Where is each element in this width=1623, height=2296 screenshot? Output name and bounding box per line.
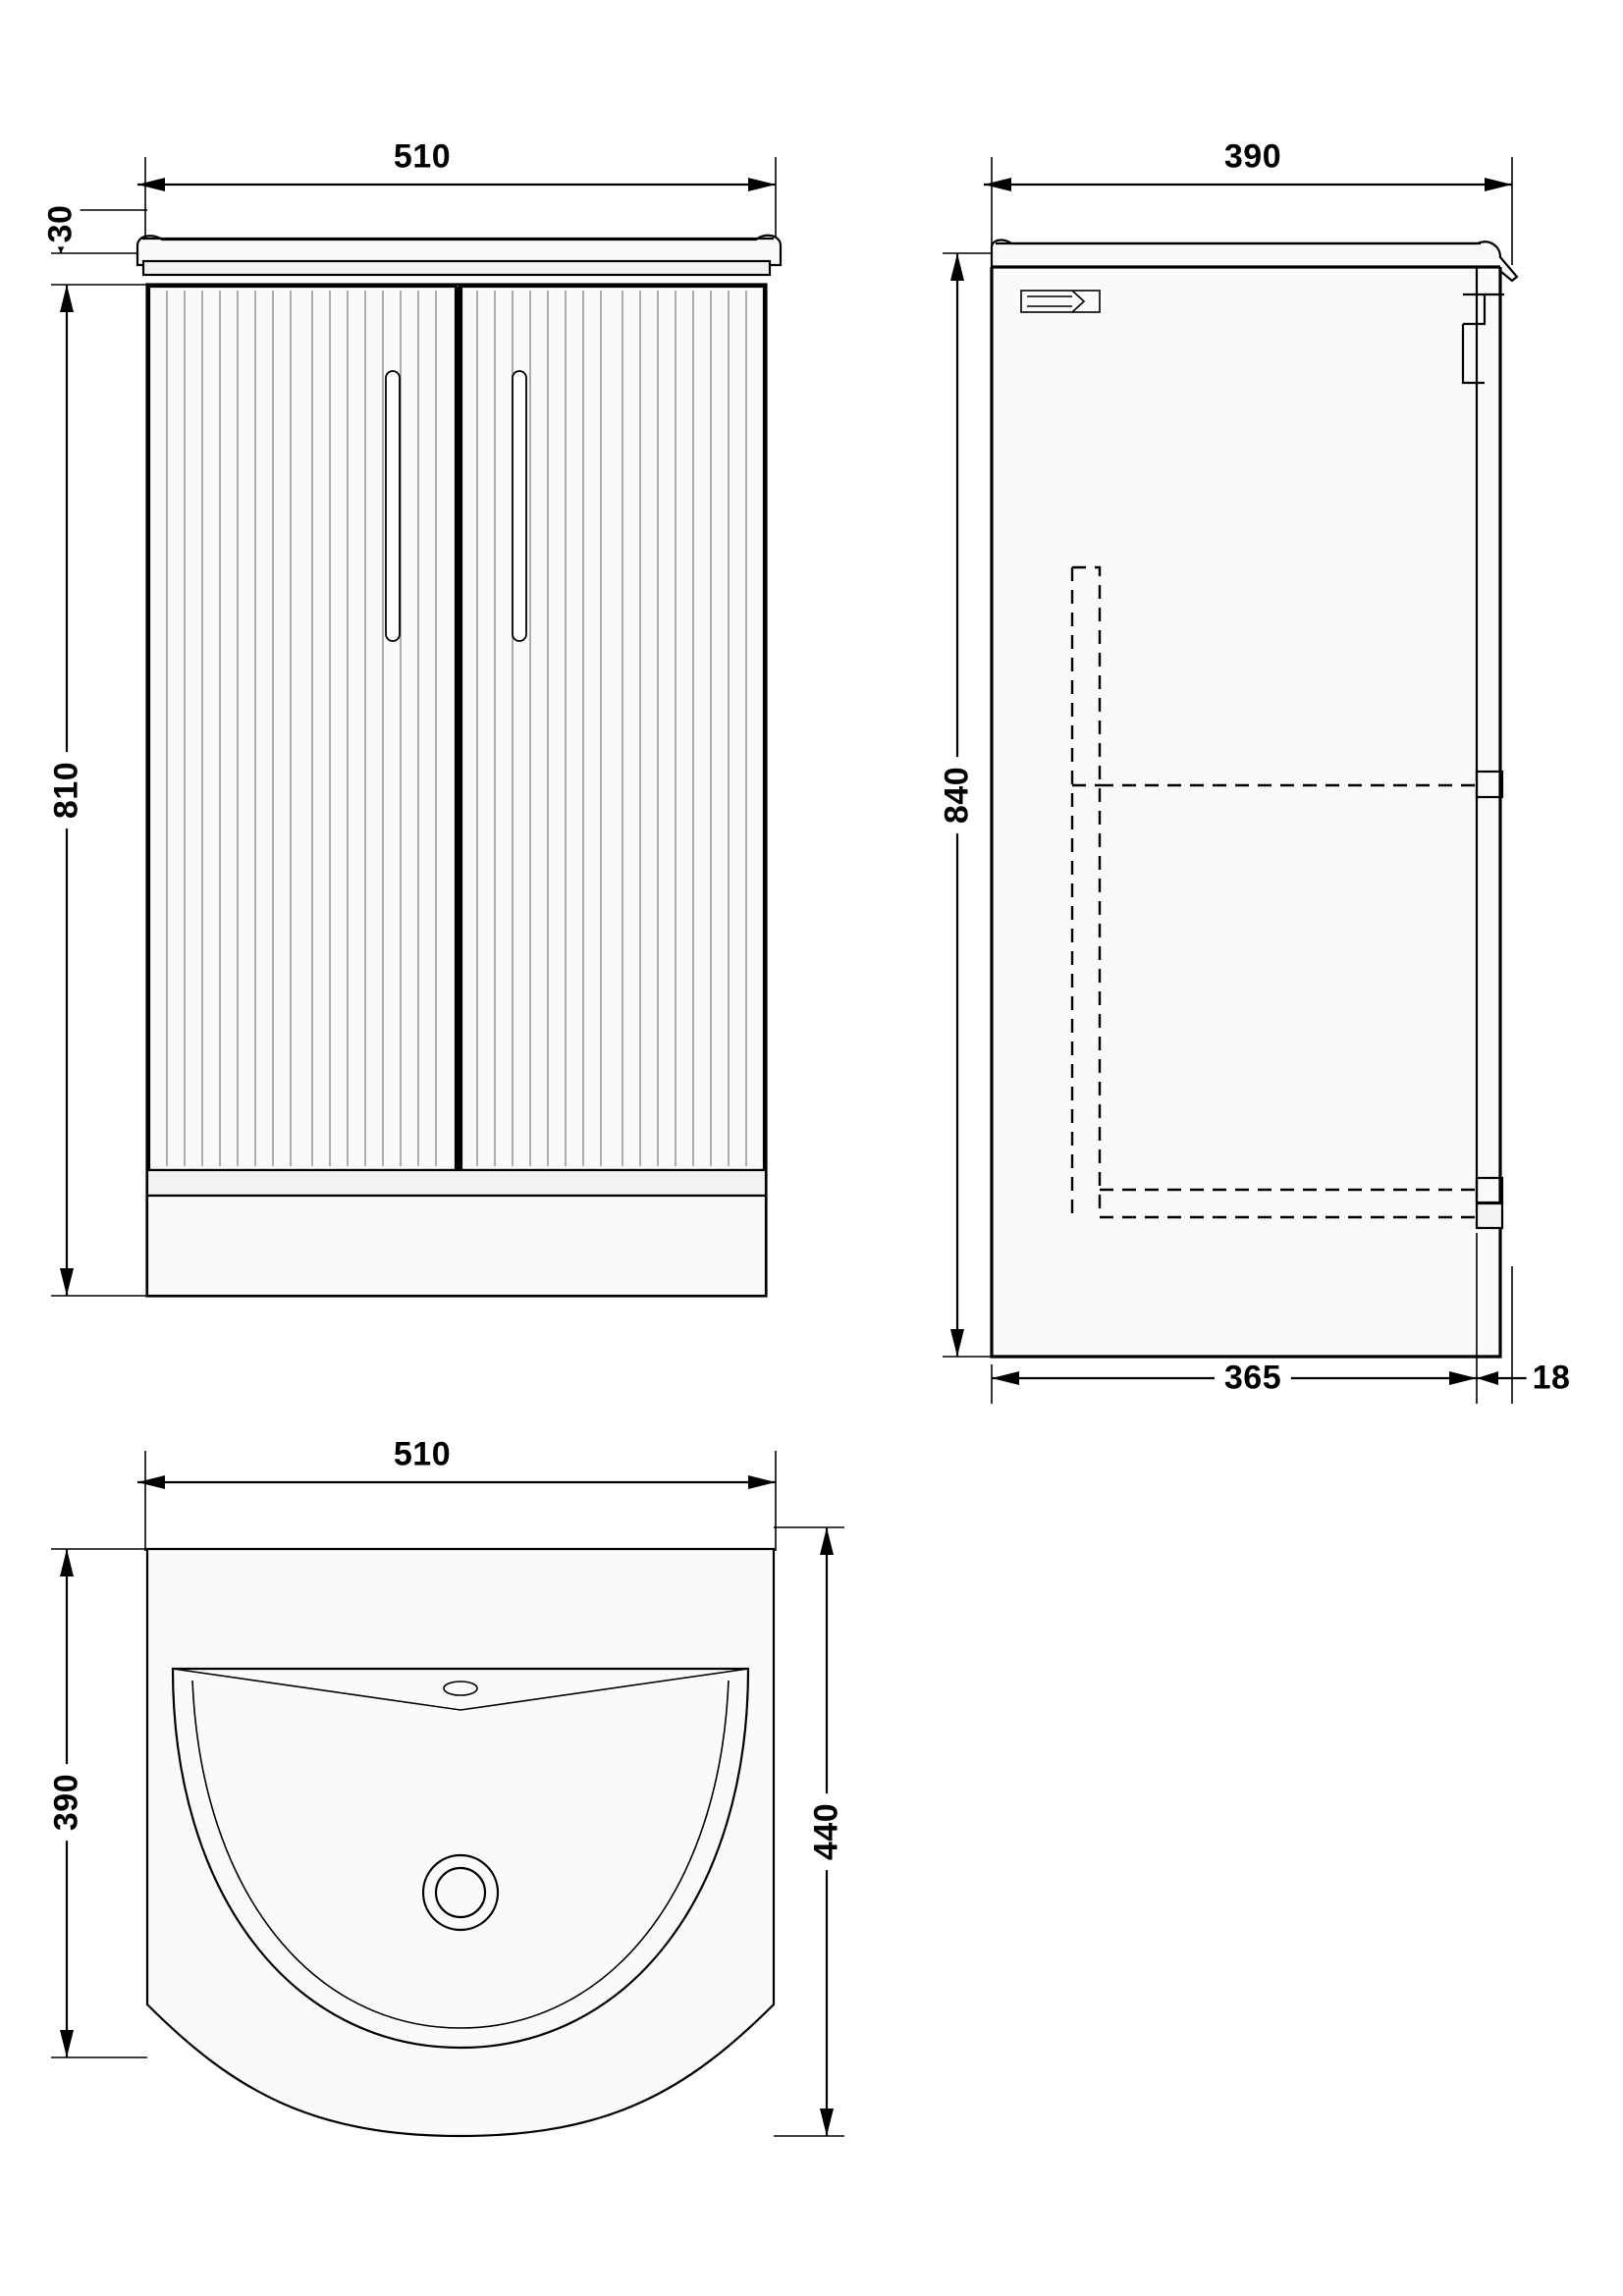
side-depth-dimline <box>984 178 1512 191</box>
side-overhang-dimline <box>1477 1371 1532 1385</box>
front-worktop-height-label: 30 <box>42 201 81 247</box>
plan-total-depth-label: 440 <box>808 1793 846 1870</box>
front-door-height-label: 810 <box>48 752 86 828</box>
front-width-dimline <box>137 178 776 191</box>
side-overhang-label: 18 <box>1527 1360 1577 1398</box>
front-width-label: 510 <box>384 138 460 177</box>
side-total-height-label: 840 <box>939 757 977 833</box>
right-door-handle <box>513 371 526 641</box>
side-depth-label: 390 <box>1215 138 1291 177</box>
left-door-handle <box>386 371 400 641</box>
plan-basin-depth-label: 390 <box>48 1764 86 1841</box>
plan-width-dimline <box>137 1475 776 1489</box>
side-body-depth-label: 365 <box>1215 1360 1291 1398</box>
plan-width-label: 510 <box>384 1436 460 1474</box>
